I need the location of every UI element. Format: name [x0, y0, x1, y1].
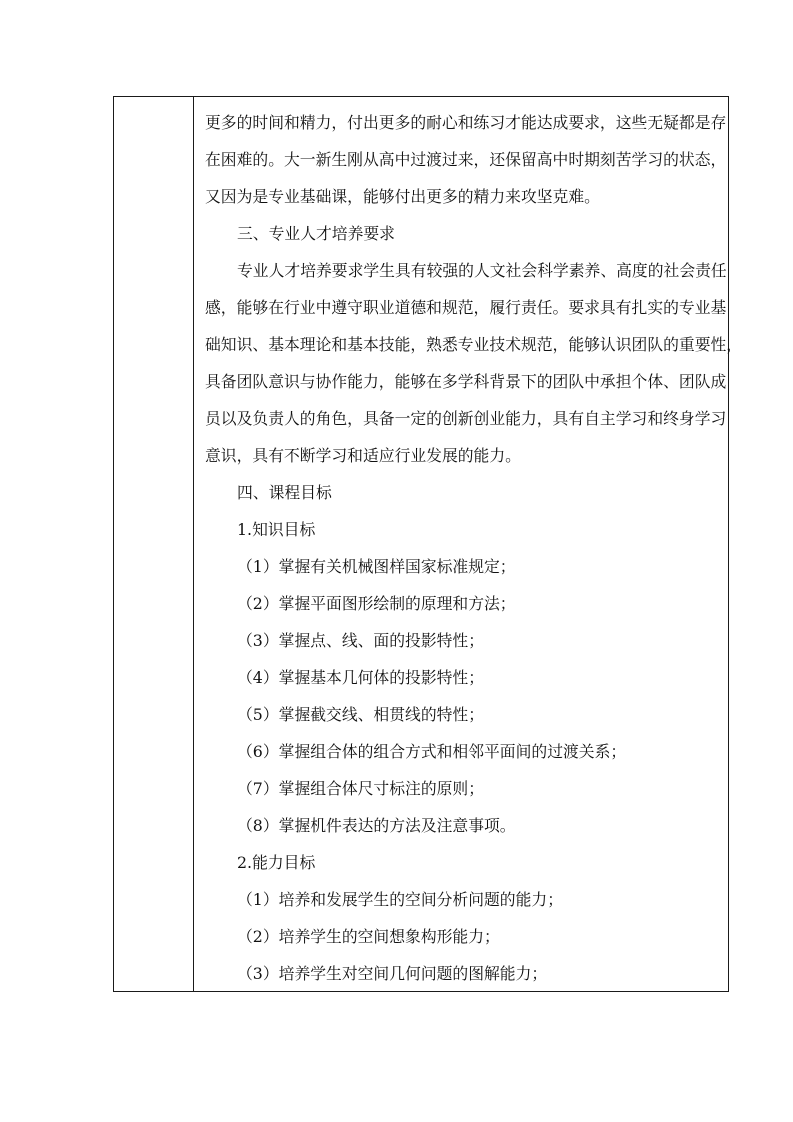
paragraph-line: 意识，具有不断学习和适应行业发展的能力。: [205, 446, 521, 465]
subsection-heading: 2.能力目标: [237, 853, 316, 872]
paragraph-line: 更多的时间和精力，付出更多的耐心和练习才能达成要求，这些无疑都是存: [205, 113, 727, 132]
list-item: （8）掌握机件表达的方法及注意事项。: [237, 816, 516, 835]
paragraph-line: 又因为是专业基础课，能够付出更多的精力来攻坚克难。: [205, 187, 600, 206]
paragraph-line: 员以及负责人的角色，具备一定的创新创业能力，具有自主学习和终身学习: [205, 409, 727, 428]
list-item: （6）掌握组合体的组合方式和相邻平面间的过渡关系；: [237, 742, 627, 761]
paragraph-line: 础知识、基本理论和基本技能，熟悉专业技术规范，能够认识团队的重要性，: [205, 335, 743, 354]
list-item: （3）掌握点、线、面的投影特性；: [237, 631, 485, 650]
subsection-heading: 1.知识目标: [237, 520, 316, 539]
list-item: （3）培养学生对空间几何问题的图解能力；: [237, 964, 548, 983]
list-item: （5）掌握截交线、相贯线的特性；: [237, 705, 485, 724]
list-item: （1）培养和发展学生的空间分析问题的能力；: [237, 890, 563, 909]
list-item: （4）掌握基本几何体的投影特性；: [237, 668, 485, 687]
list-item: （2）培养学生的空间想象构形能力；: [237, 927, 500, 946]
list-item: （1）掌握有关机械图样国家标准规定；: [237, 557, 516, 576]
paragraph-line: 在困难的。大一新生刚从高中过渡过来，还保留高中时期刻苦学习的状态，: [205, 150, 727, 169]
document-table: [113, 96, 743, 992]
section-heading: 四、课程目标: [237, 483, 332, 502]
table-left-column: [114, 97, 194, 991]
section-heading: 三、专业人才培养要求: [237, 224, 395, 243]
paragraph-line: 具备团队意识与协作能力，能够在多学科背景下的团队中承担个体、团队成: [205, 372, 727, 391]
paragraph-line: 感，能够在行业中遵守职业道德和规范，履行责任。要求具有扎实的专业基: [205, 298, 727, 317]
paragraph-line: 专业人才培养要求学生具有较强的人文社会科学素养、高度的社会责任: [237, 261, 727, 280]
list-item: （7）掌握组合体尺寸标注的原则；: [237, 779, 485, 798]
list-item: （2）掌握平面图形绘制的原理和方法；: [237, 594, 516, 613]
